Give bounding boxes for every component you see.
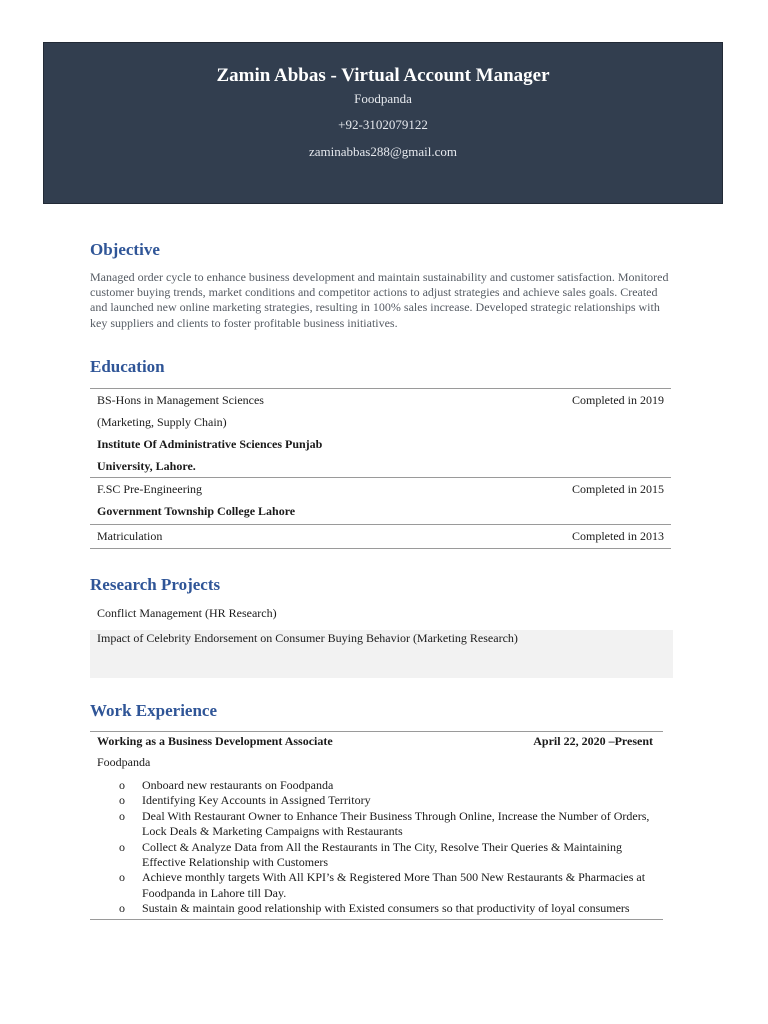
education-completed: Completed in 2019 xyxy=(572,393,664,407)
job-company: Foodpanda xyxy=(97,755,151,769)
work-experience-table xyxy=(90,731,663,920)
bullet-icon: o xyxy=(119,839,125,854)
education-institute: Government Township College Lahore xyxy=(97,504,296,518)
resume-header xyxy=(43,42,723,204)
education-completed: Completed in 2013 xyxy=(572,529,664,543)
education-degree: Matriculation xyxy=(97,529,163,543)
job-dates: April 22, 2020 –Present xyxy=(533,734,653,748)
education-detail: (Marketing, Supply Chain) xyxy=(97,415,227,429)
job-position: Working as a Business Development Associate xyxy=(97,734,333,748)
list-item: o Collect & Analyze Data from All the Restaurants in The City, Resolve Their Queries & Maintaining Effective Relationship with Customers xyxy=(119,839,623,870)
research-list xyxy=(90,602,673,678)
education-entry xyxy=(90,388,671,477)
objective-text: Managed order cycle to enhance business development and maintain sustainability and customer satisfaction. Monitored customer buying trends, market conditions and competitor actions to adjust strategies and achieve sales goals. Created and launched new online marketing strategies, resulting in 100% sales increase. Developed strategic relationships with key suppliers and clients to foster profitable business initiatives. xyxy=(90,270,669,330)
bullet-icon: o xyxy=(119,793,125,808)
candidate-name: Zamin Abbas - Virtual Account Manager xyxy=(216,65,550,86)
bullet-icon: o xyxy=(119,870,125,885)
education-entry xyxy=(90,524,671,549)
research-item: Impact of Celebrity Endorsement on Consumer Buying Behavior (Marketing Research) xyxy=(90,630,673,678)
education-entry xyxy=(90,477,671,524)
objective-heading: Objective xyxy=(90,240,160,259)
bullet-icon: o xyxy=(119,901,125,916)
duties-list xyxy=(90,778,663,917)
header-email: zaminabbas288@gmail.com xyxy=(308,144,458,159)
research-item: Conflict Management (HR Research) xyxy=(97,606,277,620)
list-item: o Deal With Restaurant Owner to Enhance Their Business Through Online, Increase the Number of Orders, Lock Deals & Marketing Campaigns with Restaurants xyxy=(119,808,650,839)
education-degree: F.SC Pre-Engineering xyxy=(97,482,203,496)
header-company: Foodpanda xyxy=(354,91,412,106)
education-degree: BS-Hons in Management Sciences xyxy=(97,393,264,407)
bullet-icon: o xyxy=(119,778,125,792)
bullet-icon: o xyxy=(119,808,125,823)
header-phone: +92-3102079122 xyxy=(338,117,428,132)
list-item: o Identifying Key Accounts in Assigned Territory xyxy=(119,793,371,808)
list-item: o Onboard new restaurants on Foodpanda xyxy=(119,778,334,792)
work-heading: Work Experience xyxy=(90,701,218,720)
education-table xyxy=(90,388,671,549)
education-heading: Education xyxy=(90,357,165,376)
list-item: o Sustain & maintain good relationship with Existed consumers so that productivity of loyal consumers xyxy=(119,901,630,916)
list-item: o Achieve monthly targets With All KPI’s & Registered More Than 500 New Restaurants & Pharmacies at Foodpanda in Lahore till Day. xyxy=(119,870,646,900)
education-completed: Completed in 2015 xyxy=(572,482,664,496)
education-institute-cont: University, Lahore. xyxy=(97,459,196,473)
education-institute: Institute Of Administrative Sciences Punjab xyxy=(97,437,323,451)
research-heading: Research Projects xyxy=(90,575,221,594)
